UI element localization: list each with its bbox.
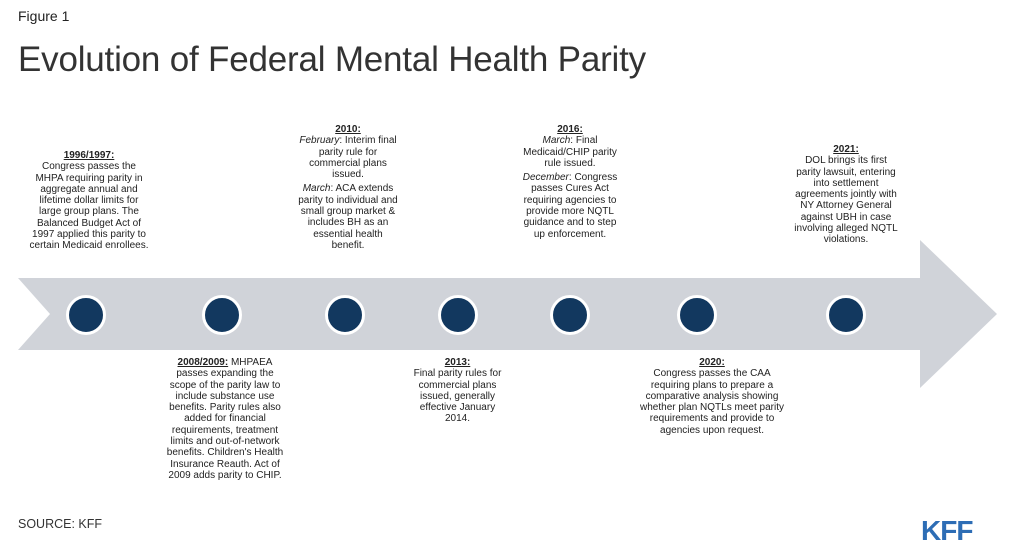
figure-label: Figure 1 bbox=[18, 8, 70, 24]
event-month-label: March bbox=[542, 135, 571, 147]
event-text: Final parity rules for commercial plans issued, generally effective January 2014. bbox=[413, 368, 502, 425]
event-text: : Final Medicaid/CHIP parity rule issued. bbox=[523, 135, 617, 169]
event-month-label: March bbox=[302, 183, 331, 195]
timeline-dot-2013 bbox=[438, 295, 478, 335]
event-2010 bbox=[296, 124, 400, 251]
event-year: 2020: bbox=[699, 357, 725, 368]
event-text: : Congress passes Cures Act requiring agencies to provide more NQTL guidance and to step up enforcement. bbox=[523, 172, 618, 240]
source-note: SOURCE: KFF bbox=[18, 517, 103, 531]
event-text: Congress passes the MHPA requiring parity in aggregate annual and lifetime dollar limits for large group plans. The Balanced Budget Act of 1997 applied this parity to certain Medicaid enrollees. bbox=[29, 161, 149, 252]
event-text: DOL brings its first parity lawsuit, entering into settlement agreements jointly with NY Attorney General against UBH in case involving alleged NQTL violations. bbox=[794, 155, 898, 246]
event-2013 bbox=[410, 357, 505, 425]
event-text: : Interim final parity rule for commercial plans issued. bbox=[309, 135, 397, 181]
kff-logo: KFF bbox=[921, 515, 973, 546]
event-text: MHPAEA passes expanding the scope of the parity law to include substance use benefits. Parity rules also added for financial requirements, treatment limits and out-of-network benefits. Children's Health Insurance Reauth. Act of 2009 adds parity to CHIP. bbox=[166, 357, 284, 481]
event-month-label: December bbox=[522, 172, 569, 184]
event-text: : ACA extends parity to individual and small group market & includes BH as an essential health benefit. bbox=[298, 183, 398, 251]
event-year: 2021: bbox=[833, 144, 859, 155]
timeline-dot-2008 bbox=[202, 295, 242, 335]
event-text: Congress passes the CAA requiring plans to prepare a comparative analysis showing whether plan NQTLs meet parity requirements and provide to agencies upon request. bbox=[640, 368, 784, 436]
timeline-dot-2021 bbox=[826, 295, 866, 335]
timeline-dot-2010 bbox=[325, 295, 365, 335]
event-month-label: February bbox=[299, 135, 340, 147]
event-2016 bbox=[518, 124, 622, 240]
event-year: 2013: bbox=[444, 357, 471, 368]
event-2020 bbox=[638, 357, 786, 436]
event-2008 bbox=[163, 357, 287, 481]
event-year: 2008/2009: bbox=[177, 357, 229, 368]
event-year: 2010: bbox=[335, 124, 361, 135]
event-2021 bbox=[792, 144, 900, 246]
timeline-dot-2020 bbox=[677, 295, 717, 335]
timeline-dot-2016 bbox=[550, 295, 590, 335]
event-1996 bbox=[28, 150, 150, 252]
page-title: Evolution of Federal Mental Health Parity bbox=[18, 40, 646, 79]
event-year: 1996/1997: bbox=[63, 150, 115, 161]
event-year: 2016: bbox=[557, 124, 583, 135]
timeline-dot-1996 bbox=[66, 295, 106, 335]
